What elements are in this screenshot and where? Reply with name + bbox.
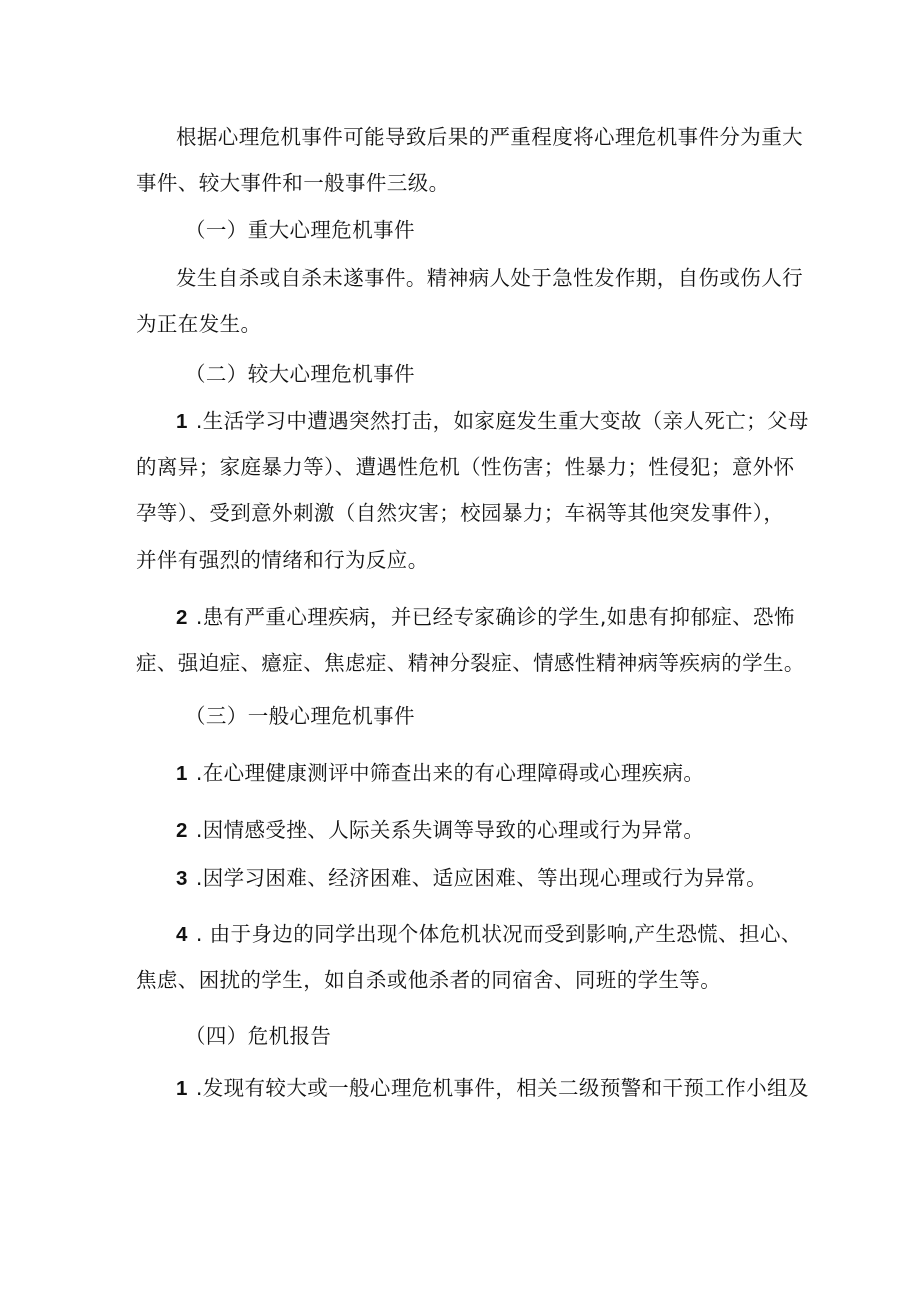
- section-heading: （四）危机报告: [185, 1024, 332, 1048]
- paragraph-line: 的离异；家庭暴力等）、遭遇性危机（性伤害；性暴力；性侵犯；意外怀: [136, 455, 795, 479]
- list-item-line: [176, 922, 802, 947]
- paragraph-line: 孕等）、受到意外刺激（自然灾害；校园暴力；车祸等其他突发事件），: [136, 501, 785, 525]
- paragraph-line: 焦虑、困扰的学生，如自杀或他杀者的同宿舍、同班的学生等。: [136, 968, 722, 992]
- list-text: .患有严重心理疾病，并已经专家确诊的学生,如患有抑郁症、恐怖: [195, 605, 795, 629]
- paragraph-line: 事件、较大事件和一般事件三级。: [136, 171, 450, 195]
- paragraph-line: 根据心理危机事件可能导致后果的严重程度将心理危机事件分为重大: [176, 125, 803, 149]
- list-item-line: [176, 1076, 809, 1101]
- list-number: 1: [176, 410, 188, 433]
- list-number: 4: [176, 923, 188, 946]
- list-item-line: [176, 605, 795, 630]
- list-number: 1: [176, 762, 188, 785]
- list-item-line: [176, 761, 704, 786]
- section-heading: （一）重大心理危机事件: [185, 218, 415, 242]
- list-number: 3: [176, 867, 188, 890]
- list-number: 1: [176, 1077, 188, 1100]
- list-item-line: [176, 818, 704, 843]
- list-text: . 由于身边的同学出现个体危机状况而受到影响,产生恐慌、担心、: [195, 922, 802, 946]
- paragraph-line: 并伴有强烈的情绪和行为反应。: [136, 548, 429, 572]
- section-heading: （三）一般心理危机事件: [185, 704, 415, 728]
- list-item-line: [176, 866, 767, 891]
- section-heading: （二）较大心理危机事件: [185, 362, 415, 386]
- paragraph-line: 症、强迫症、癔症、焦虑症、精神分裂症、情感性精神病等疾病的学生。: [136, 651, 805, 675]
- list-number: 2: [176, 819, 188, 842]
- list-text: .因学习困难、经济困难、适应困难、等出现心理或行为异常。: [195, 866, 768, 890]
- paragraph-line: 为正在发生。: [136, 312, 262, 336]
- list-text: .在心理健康测评中筛查出来的有心理障碍或心理疾病。: [195, 761, 705, 785]
- list-text: .生活学习中遭遇突然打击，如家庭发生重大变故（亲人死亡；父母: [195, 409, 809, 433]
- list-number: 2: [176, 606, 188, 629]
- list-item-line: [176, 409, 809, 434]
- paragraph-line: 发生自杀或自杀未遂事件。精神病人处于急性发作期，自伤或伤人行: [176, 266, 803, 290]
- list-text: .因情感受挫、人际关系失调等导致的心理或行为异常。: [195, 818, 705, 842]
- list-text: .发现有较大或一般心理危机事件，相关二级预警和干预工作小组及: [195, 1076, 809, 1100]
